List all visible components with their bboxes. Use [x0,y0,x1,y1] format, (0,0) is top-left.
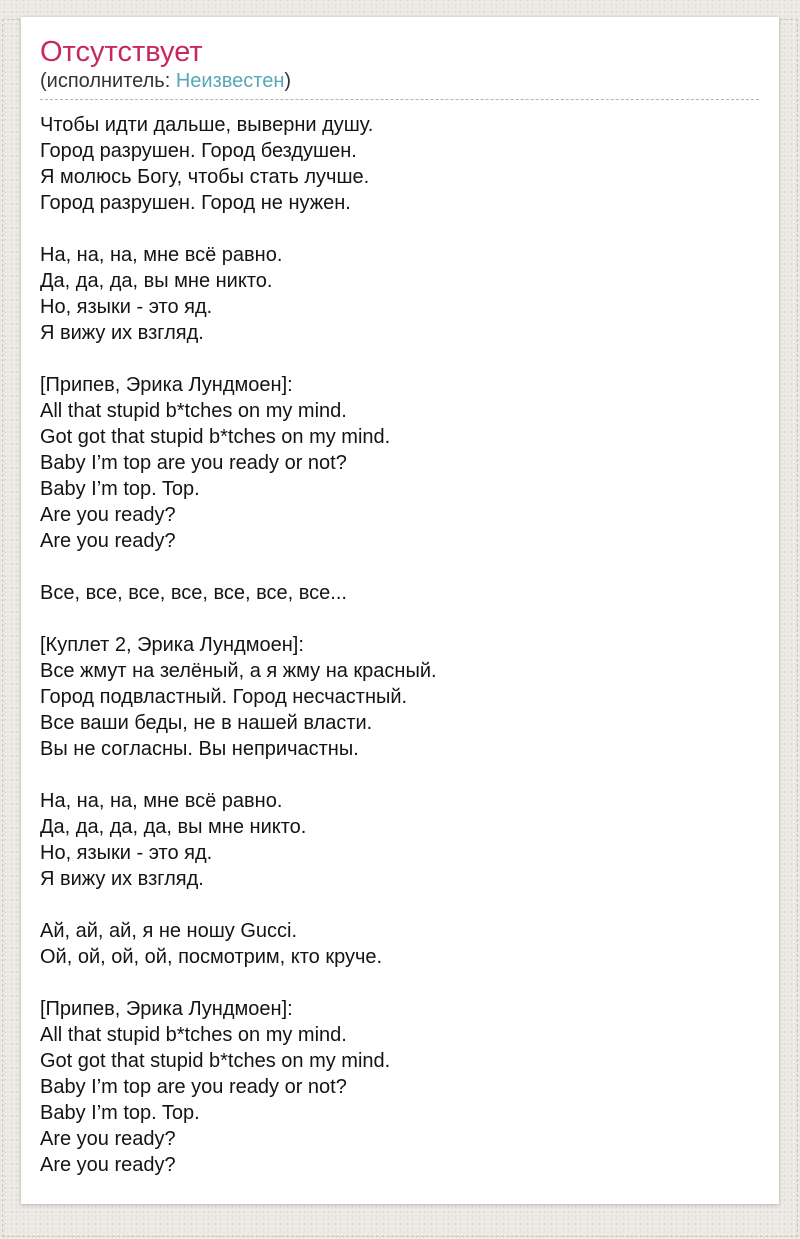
lyric-line: На, на, на, мне всё равно. [40,244,283,266]
lyric-line: [Припев, Эрика Лундмоен]: [40,998,293,1020]
lyric-line: Baby I’m top are you ready or not? [40,452,347,474]
lyric-line: [Припев, Эрика Лундмоен]: [40,374,293,396]
lyric-line: Все ваши беды, не в нашей власти. [40,712,373,734]
artist-link[interactable]: Неизвестен [175,70,285,92]
lyric-line: Baby I’m top. Top. [40,1102,200,1124]
song-title: Отсутствует [40,36,203,68]
lyric-line: Все, все, все, все, все, все, все... [40,582,347,604]
lyric-line: Are you ready? [40,1154,176,1176]
lyric-line: Got got that stupid b*tches on my mind. [40,426,391,448]
lyric-line: Город подвластный. Город несчастный. [40,686,408,708]
lyric-line: Но, языки - это яд. [40,296,213,318]
lyric-line: Я вижу их взгляд. [40,322,204,344]
lyric-line: Чтобы идти дальше, выверни душу. [40,114,374,136]
lyrics-card [21,17,779,1204]
lyric-line: На, на, на, мне всё равно. [40,790,283,812]
lyric-line: Я молюсь Богу, чтобы стать лучше. [40,166,370,188]
artist-line [40,69,759,99]
lyric-line: Baby I’m top are you ready or not? [40,1076,347,1098]
lyric-line: Город разрушен. Город не нужен. [40,192,351,214]
lyric-line: Are you ready? [40,530,176,552]
lyric-line: Are you ready? [40,1128,176,1150]
artist-label-suffix: ) [284,70,292,92]
lyric-line: Да, да, да, вы мне никто. [40,270,273,292]
lyric-line: Но, языки - это яд. [40,842,213,864]
lyric-line: Ой, ой, ой, ой, посмотрим, кто круче. [40,946,383,968]
lyric-line: Baby I’m top. Top. [40,478,200,500]
artist-label-prefix: (исполнитель: [40,70,176,92]
lyric-line: Все жмут на зелёный, а я жму на красный. [40,660,437,682]
lyrics-text [40,112,759,1178]
lyric-line: All that stupid b*tches on my mind. [40,1024,347,1046]
lyric-line: Я вижу их взгляд. [40,868,204,890]
header-dashed-divider [40,99,759,100]
lyric-line: Вы не согласны. Вы непричастны. [40,738,359,760]
lyric-line: Are you ready? [40,504,176,526]
lyric-line: Город разрушен. Город бездушен. [40,140,357,162]
lyric-line: Да, да, да, да, вы мне никто. [40,816,307,838]
lyric-line: All that stupid b*tches on my mind. [40,400,347,422]
lyric-line: Got got that stupid b*tches on my mind. [40,1050,391,1072]
lyric-line: Ай, ай, ай, я не ношу Gucci. [40,920,298,942]
lyric-line: [Куплет 2, Эрика Лундмоен]: [40,634,304,656]
